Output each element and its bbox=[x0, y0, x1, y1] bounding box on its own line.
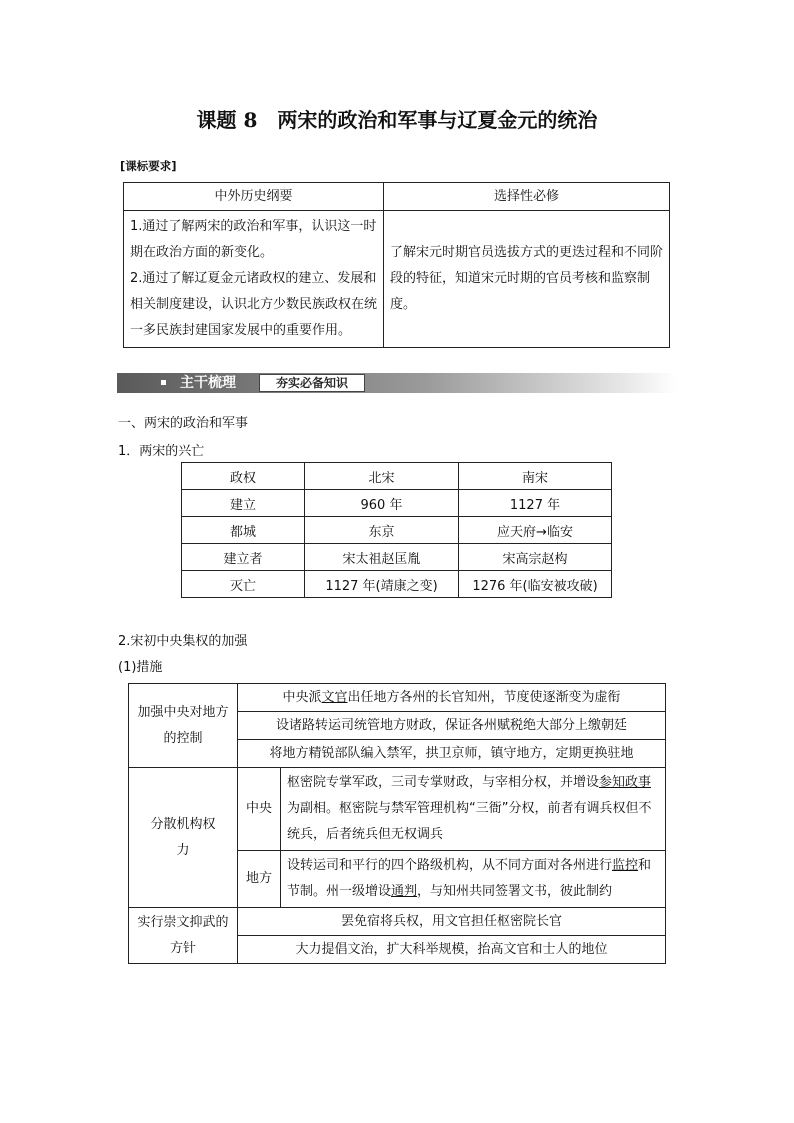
table-cell: 宋高宗赵构 bbox=[459, 544, 612, 571]
requirement-line-2: 2.通过了解辽夏金元诸政权的建立、发展和相关制度建设，认识北方少数民族政权在统一多民族封建国家发展中的重要作用。 bbox=[130, 271, 378, 338]
requirements-label: [课标要求] bbox=[120, 159, 177, 173]
sub-label: 地方 bbox=[238, 851, 281, 908]
table-cell: 960 年 bbox=[305, 490, 459, 517]
table-cell: 1276 年(临安被攻破) bbox=[459, 571, 612, 598]
table-cell: 灭亡 bbox=[182, 571, 305, 598]
requirements-left-cell bbox=[124, 211, 384, 348]
requirements-header-left: 中外历史纲要 bbox=[124, 183, 384, 211]
cell-text: 枢密院专掌军政，三司专掌财政，与宰相分权，并增设 bbox=[287, 775, 600, 790]
table-row bbox=[182, 463, 612, 490]
table-cell: 宋太祖赵匡胤 bbox=[305, 544, 459, 571]
table-row bbox=[129, 768, 666, 851]
table-cell: 建立 bbox=[182, 490, 305, 517]
cell-text: 设转运司和平行的四个路级机构，从不同方面对各州进行 bbox=[287, 858, 613, 873]
table-cell bbox=[238, 684, 666, 712]
group-label: 加强中央对地方的控制 bbox=[129, 684, 238, 768]
underlined-text: 参知政事 bbox=[599, 775, 652, 790]
page-title: 课题 8 两宋的政治和军事与辽夏金元的统治 bbox=[196, 108, 598, 132]
cell-text: 出任地方各州的长官知州，节度使逐渐变为虚衔 bbox=[347, 689, 621, 705]
cell-text: 为副相。枢密院与禁军管理机构“三衙”分权，前者有调兵权但不统兵，后者统兵但无权调兵 bbox=[287, 801, 652, 842]
table-row bbox=[182, 544, 612, 571]
square-bullet-icon bbox=[161, 380, 166, 385]
table-cell: 建立者 bbox=[182, 544, 305, 571]
cell-text: ，与知州共同签署文书，彼此制约 bbox=[417, 884, 613, 899]
cell-text: 中央派 bbox=[282, 689, 322, 705]
table-cell: 罢免宿将兵权，用文官担任枢密院长官 bbox=[238, 908, 666, 936]
underlined-text: 监控 bbox=[612, 858, 639, 873]
table-row bbox=[182, 571, 612, 598]
table-cell: 大力提倡文治，扩大科举规模，抬高文官和士人的地位 bbox=[238, 936, 666, 964]
table-cell bbox=[281, 851, 666, 908]
cell-text: 和节制。州一级增设 bbox=[287, 858, 652, 899]
requirements-right-cell: 了解宋元时期官员选拔方式的更迭过程和不同阶段的特征，知道宋元时期的官员考核和监察制度。 bbox=[384, 211, 670, 348]
table-cell: 应天府→临安 bbox=[459, 517, 612, 544]
subsection-heading-2: 2.宋初中央集权的加强 bbox=[118, 634, 248, 649]
requirements-table bbox=[123, 182, 670, 348]
section-heading: 一、两宋的政治和军事 bbox=[118, 416, 249, 431]
requirements-header-right: 选择性必修 bbox=[384, 183, 670, 211]
table-cell: 1127 年(靖康之变) bbox=[305, 571, 459, 598]
subsection-heading-2a: (1)措施 bbox=[118, 660, 163, 675]
group-label: 分散机构权力 bbox=[129, 768, 238, 908]
measures-table bbox=[128, 683, 666, 964]
subsection-heading-1: 1．两宋的兴亡 bbox=[118, 444, 205, 459]
underlined-text: 通判 bbox=[391, 884, 418, 899]
table-cell: 东京 bbox=[305, 517, 459, 544]
table-header-cell: 北宋 bbox=[305, 463, 459, 490]
underlined-text: 文官 bbox=[321, 689, 348, 705]
table-row bbox=[182, 490, 612, 517]
table-row bbox=[182, 517, 612, 544]
table-cell: 设诸路转运司统管地方财政，保证各州赋税绝大部分上缴朝廷 bbox=[238, 712, 666, 740]
sub-label: 中央 bbox=[238, 768, 281, 851]
banner-main-label: 主干梳理 bbox=[180, 375, 236, 391]
table-header-cell: 政权 bbox=[182, 463, 305, 490]
banner-sub-label: 夯实必备知识 bbox=[259, 374, 365, 392]
table-cell: 1127 年 bbox=[459, 490, 612, 517]
rise-fall-table bbox=[181, 462, 612, 598]
table-header-cell: 南宋 bbox=[459, 463, 612, 490]
table-cell: 将地方精锐部队编入禁军，拱卫京师，镇守地方，定期更换驻地 bbox=[238, 740, 666, 768]
table-row bbox=[129, 908, 666, 936]
group-label: 实行崇文抑武的方针 bbox=[129, 908, 238, 964]
requirement-line-1: 1.通过了解两宋的政治和军事，认识这一时期在政治方面的新变化。 bbox=[130, 219, 377, 260]
table-cell: 都城 bbox=[182, 517, 305, 544]
table-row bbox=[129, 684, 666, 712]
table-cell bbox=[281, 768, 666, 851]
